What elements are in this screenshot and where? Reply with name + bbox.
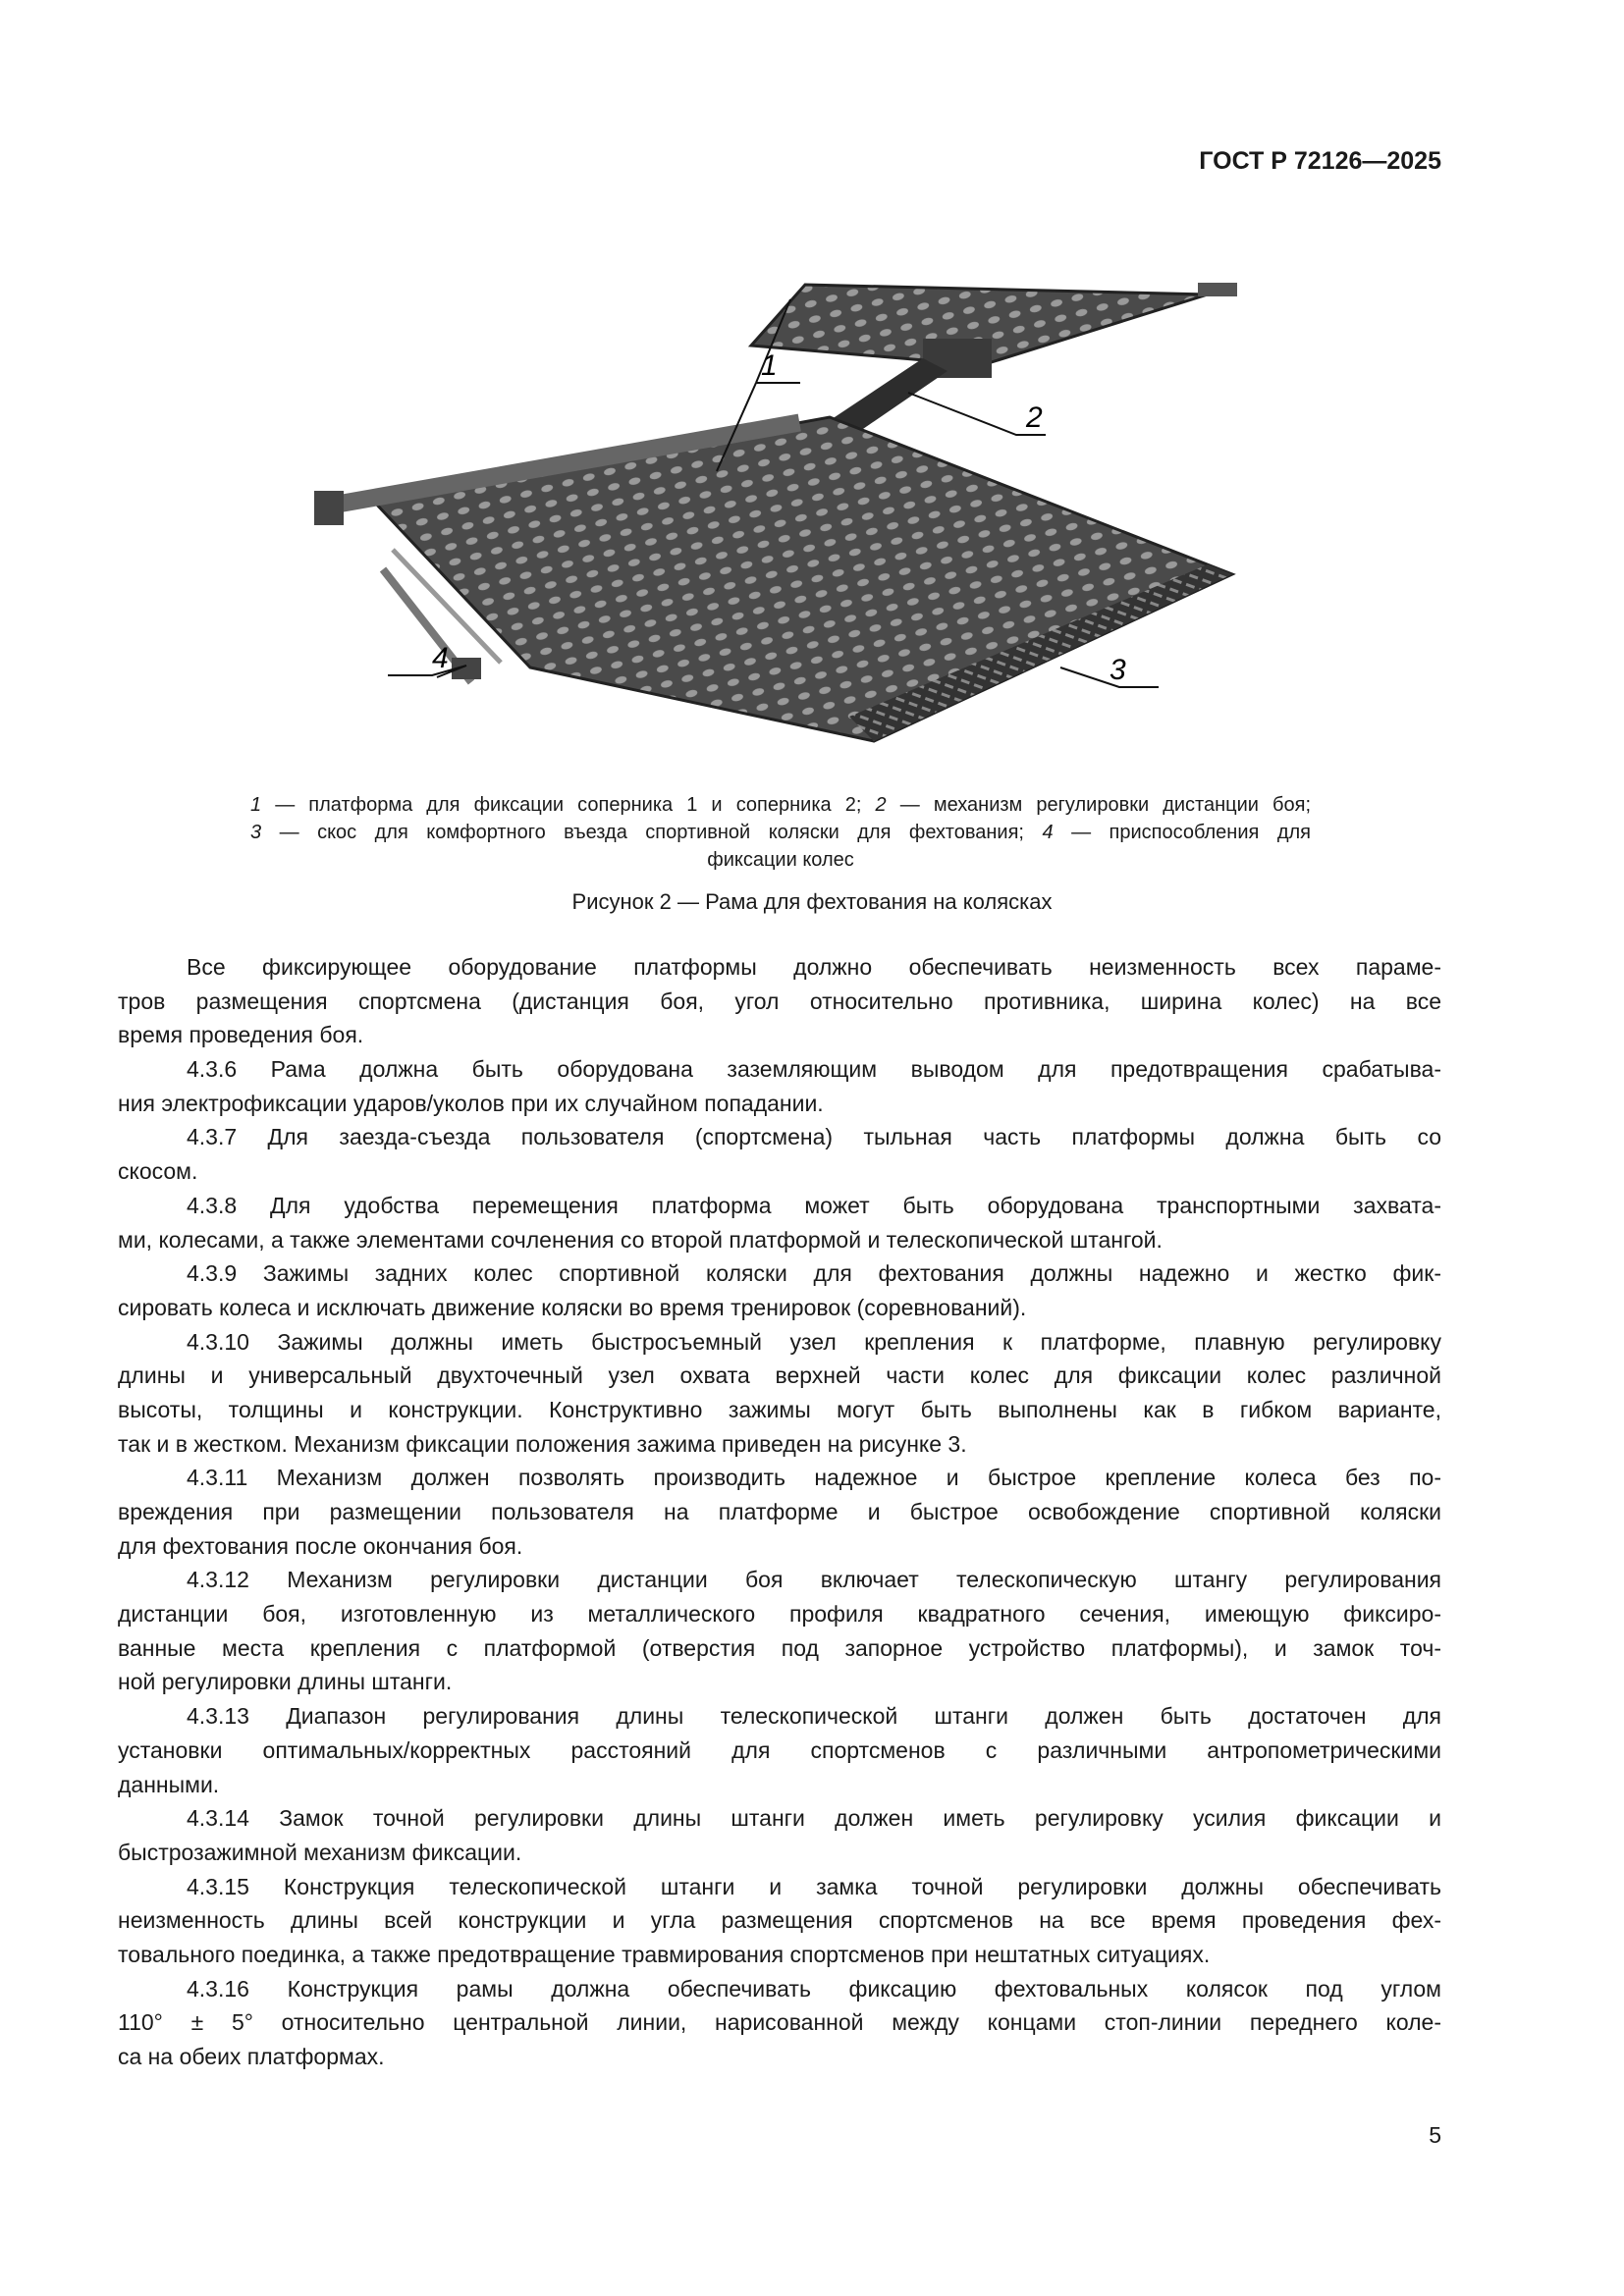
legend-text: — приспособления для: [1053, 822, 1311, 843]
text-line: длины и универсальный двухточечный узел охвата верхней части колес для фиксации колес различной: [118, 1362, 1441, 1389]
text-line: ванные места крепления с платформой (отверстия под запорное устройство платформы), и замок точ-: [118, 1634, 1441, 1661]
page-number: 5: [1429, 2122, 1441, 2148]
figure-title: Рисунок 2 — Рама для фехтования на колясках: [571, 889, 1053, 914]
paragraph: [118, 1325, 1441, 1462]
document-id: ГОСТ Р 72126—2025: [1199, 147, 1441, 175]
paragraph: [118, 1256, 1441, 1324]
text-line: 4.3.9 Зажимы задних колес спортивной коляски для фехтования должны надежно и жестко фик-: [187, 1260, 1441, 1287]
text-line: дистанции боя, изготовленную из металлического профиля квадратного сечения, имеющую фиксиро-: [118, 1601, 1441, 1628]
legend-text: фиксации колес: [707, 849, 854, 871]
text-line: ми, колесами, а также элементами сочленения со второй платформой и телескопической штангой.: [118, 1226, 1163, 1253]
paragraph: [118, 1461, 1441, 1563]
text-line: высоты, толщины и конструкции. Конструктивно зажимы могут быть выполнены как в гибком варианте,: [118, 1396, 1441, 1422]
legend-num: 3: [250, 822, 262, 843]
paragraph: [118, 1801, 1441, 1869]
text-line: неизменность длины всей конструкции и угла размещения спортсменов на все время проведения фех-: [118, 1907, 1441, 1934]
text-line: быстрозажимной механизм фиксации.: [118, 1839, 522, 1865]
text-line: 4.3.6 Рама должна быть оборудована заземляющим выводом для предотвращения срабатыва-: [187, 1056, 1441, 1083]
text-line: так и в жестком. Механизм фиксации положения зажима приведен на рисунке 3.: [118, 1430, 967, 1457]
upper-platform: [751, 283, 1237, 378]
text-line: 4.3.7 Для заезда-съезда пользователя (спортсмена) тыльная часть платформы должна быть со: [187, 1124, 1441, 1150]
text-line: 4.3.14 Замок точной регулировки длины штанги должен иметь регулировку усилия фиксации и: [187, 1805, 1441, 1832]
text-line: 4.3.15 Конструкция телескопической штанги и замка точной регулировки должны обеспечивать: [187, 1873, 1441, 1899]
label-1: 1: [761, 349, 778, 382]
label-2: 2: [1026, 401, 1043, 434]
text-line: товального поединка, а также предотвращение травмирования спортсменов при нештатных ситуациях.: [118, 1941, 1211, 1967]
text-line: для фехтования после окончания боя.: [118, 1532, 523, 1559]
text-line: 4.3.13 Диапазон регулирования длины телескопической штанги должен быть достаточен для: [187, 1703, 1441, 1730]
text-line: время проведения боя.: [118, 1022, 364, 1048]
label-3: 3: [1110, 654, 1126, 686]
paragraph: [118, 950, 1441, 1052]
paragraph: [118, 1699, 1441, 1801]
text-line: 4.3.10 Зажимы должны иметь быстросъемный узел крепления к платформе, плавную регулировку: [187, 1328, 1441, 1355]
text-line: сировать колеса и исключать движение коляски во время тренировок (соревнований).: [118, 1294, 1027, 1320]
text-line: 4.3.11 Механизм должен позволять производить надежное и быстрое крепление колеса без по-: [187, 1465, 1441, 1491]
legend-text: — платформа для фиксации соперника 1 и соперника 2;: [261, 794, 876, 816]
legend-text: — скос для комфортного въезда спортивной коляски для фехтования;: [261, 822, 1043, 843]
legend-text: — механизм регулировки дистанции боя;: [886, 794, 1311, 816]
text-line: данными.: [118, 1771, 220, 1797]
text-line: ной регулировки длины штанги.: [118, 1669, 453, 1695]
text-line: установки оптимальных/корректных расстояний для спортсменов с различными антропометрическими: [118, 1736, 1441, 1763]
paragraph: [118, 1120, 1441, 1188]
paragraph: [118, 1052, 1441, 1120]
text-line: 4.3.16 Конструкция рамы должна обеспечивать фиксацию фехтовальных колясок под углом: [187, 1975, 1441, 2002]
text-line: Все фиксирующее оборудование платформы должно обеспечивать неизменность всех параме-: [187, 954, 1441, 980]
text-line: са на обеих платформах.: [118, 2044, 385, 2069]
paragraph: [118, 1972, 1441, 2074]
paragraph: [118, 1870, 1441, 1972]
paragraph: [118, 1189, 1441, 1256]
legend-num: 2: [875, 794, 887, 816]
text-line: 4.3.12 Механизм регулировки дистанции боя включает телескопическую штангу регулирования: [187, 1567, 1441, 1593]
lower-platform: [314, 414, 1232, 741]
text-line: скосом.: [118, 1158, 198, 1185]
legend-num: 1: [250, 794, 262, 816]
text-line: тров размещения спортсмена (дистанция боя, угол относительно противника, ширина колес) на все: [118, 988, 1441, 1014]
paragraph: [118, 1563, 1441, 1699]
text-line: 110° ± 5° относительно центральной линии, нарисованной между концами стоп-линии переднего коле-: [118, 2009, 1441, 2036]
legend-num: 4: [1042, 822, 1054, 843]
label-4: 4: [432, 642, 449, 674]
figure-legend: [250, 791, 1311, 874]
figure-fencing-frame-photo: [295, 255, 1276, 766]
text-line: вреждения при размещении пользователя на платформе и быстрое освобождение спортивной коляски: [118, 1499, 1441, 1524]
text-line: 4.3.8 Для удобства перемещения платформа может быть оборудована транспортными захвата-: [187, 1192, 1441, 1218]
text-line: ния электрофиксации ударов/уколов при их случайном попадании.: [118, 1090, 824, 1116]
body-text: [118, 950, 1441, 2074]
